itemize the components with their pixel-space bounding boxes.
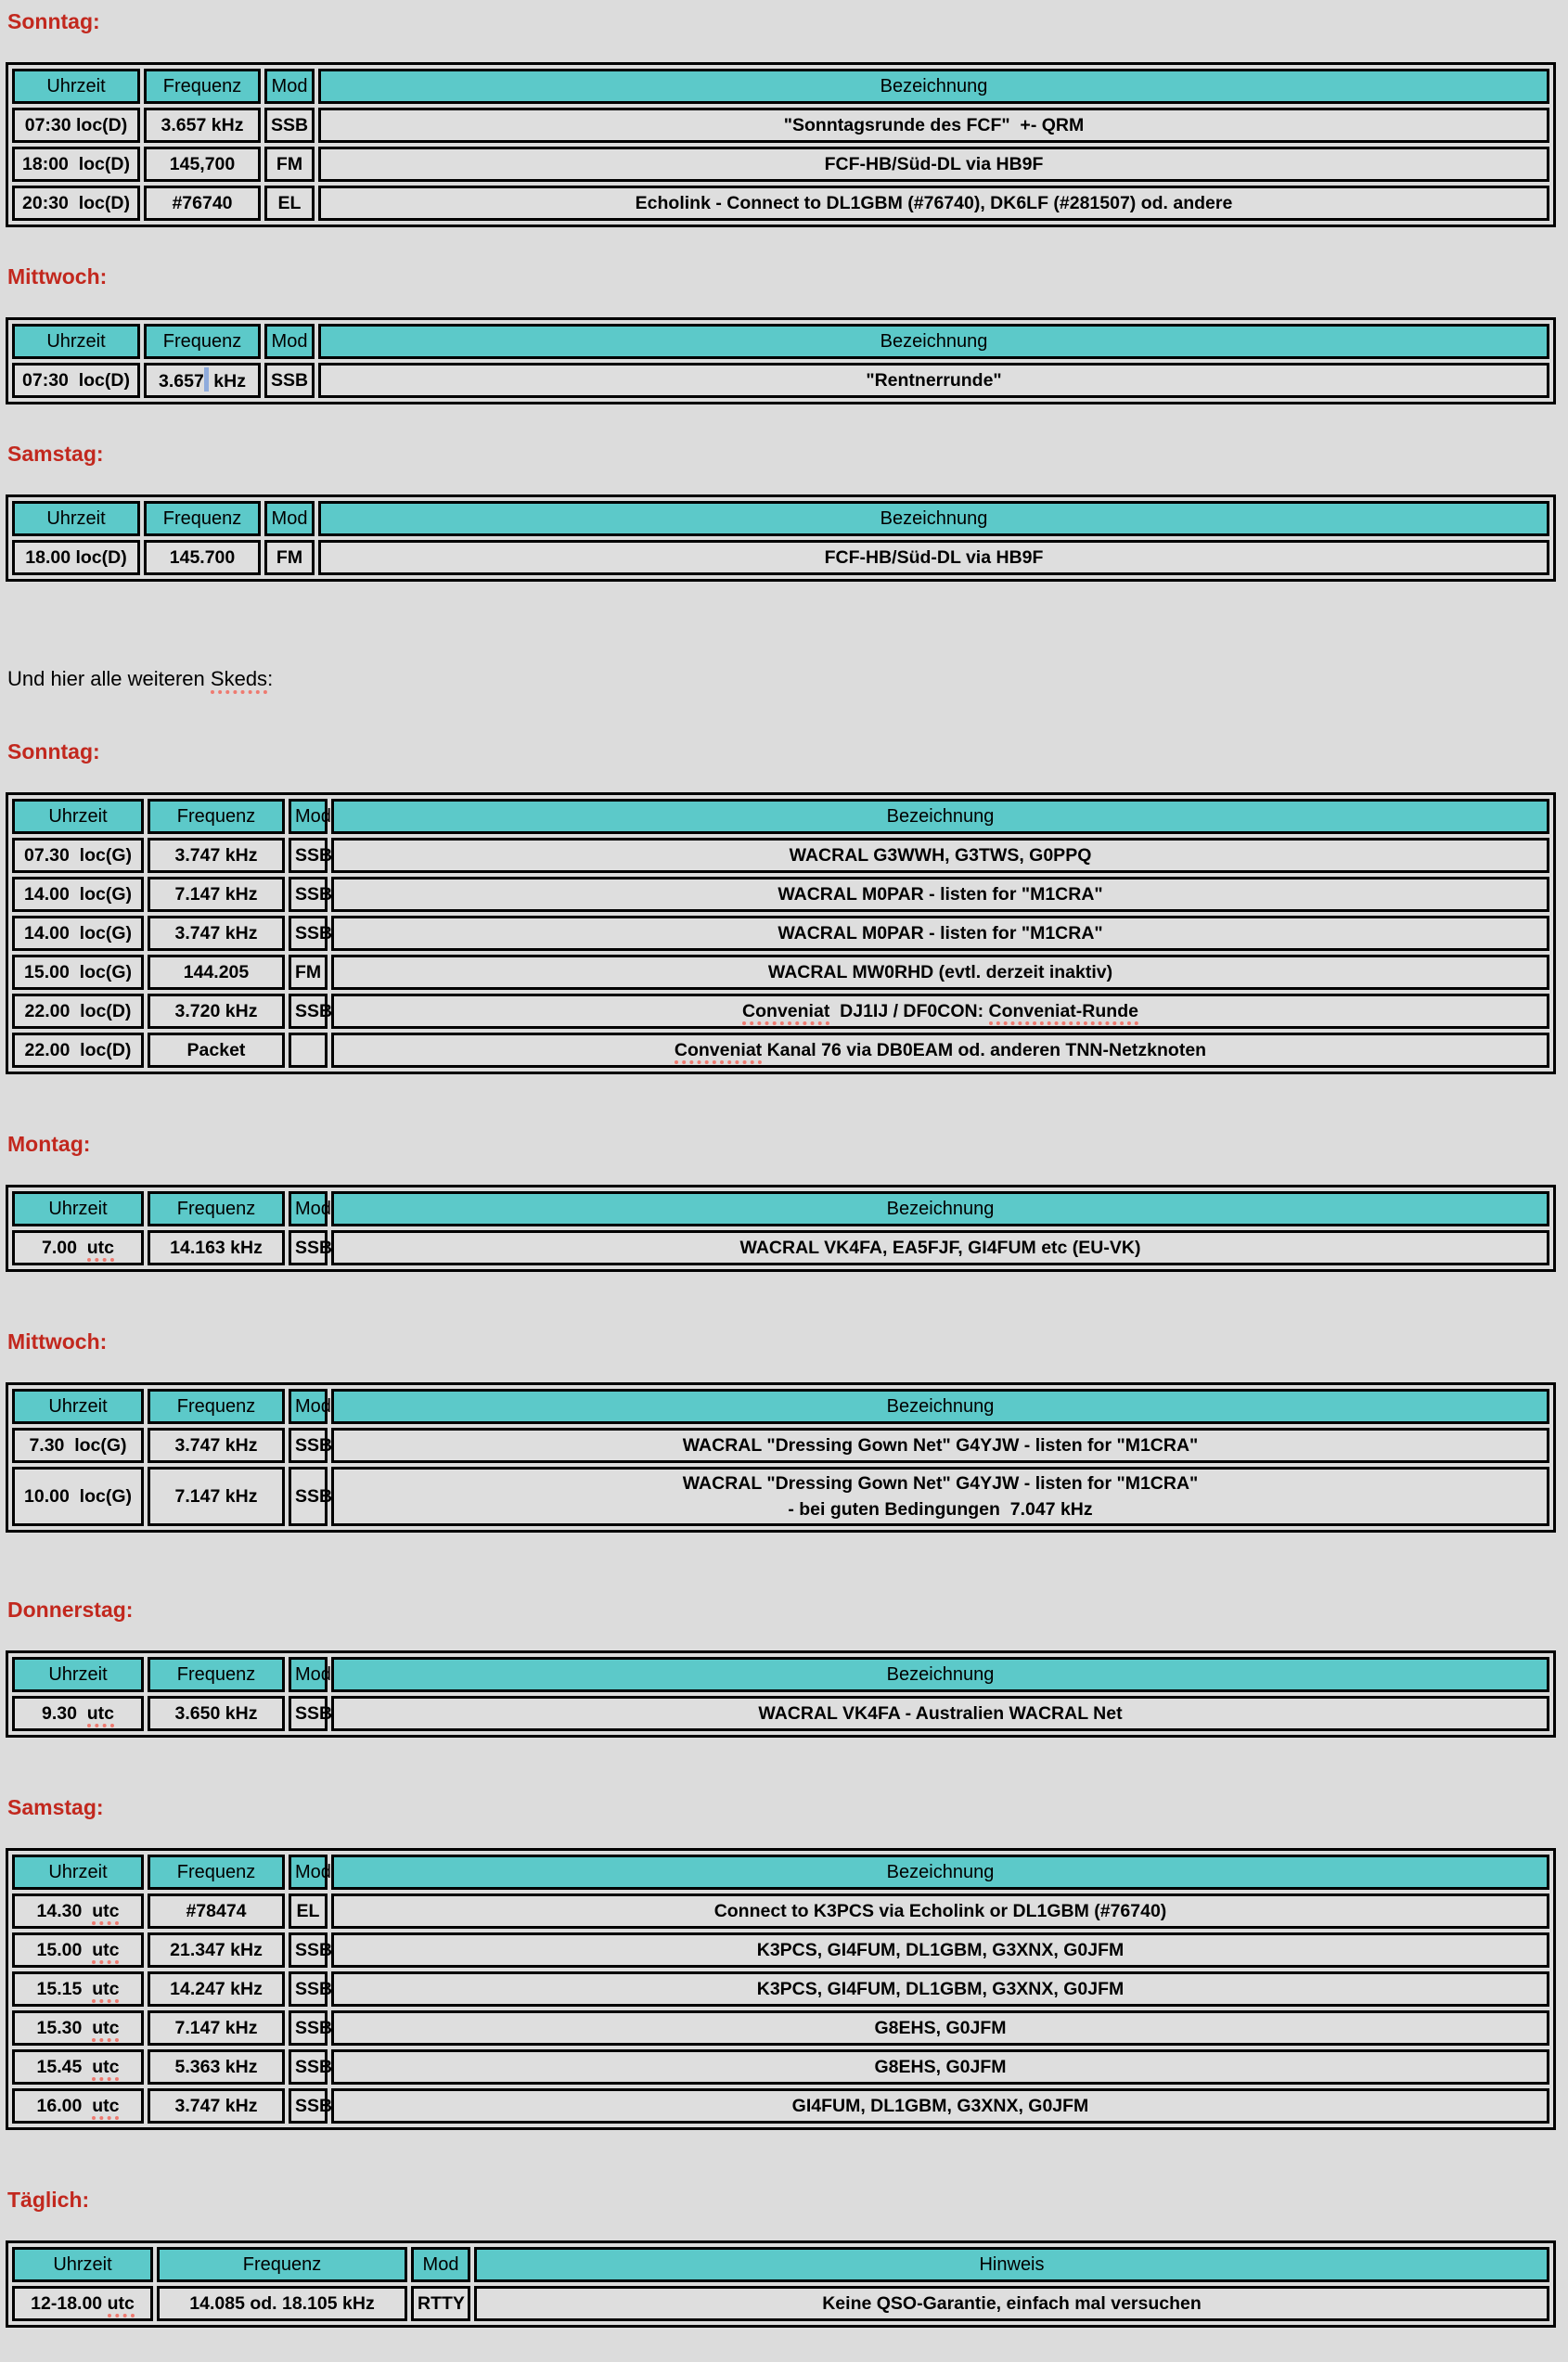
column-header-mod: Mod <box>289 799 328 834</box>
section-heading-taeglich: Täglich: <box>7 2188 90 2212</box>
text-run: kHz <box>208 370 246 392</box>
schedule-table-montag <box>6 1185 1556 1272</box>
cell-mod: SSB <box>289 2088 328 2124</box>
schedule-table-mittwoch-1 <box>6 317 1556 404</box>
cell-frequenz: 145,700 <box>144 147 261 182</box>
cell-bezeichnung: G8EHS, G0JFM <box>331 2049 1549 2085</box>
cell-bezeichnung: WACRAL VK4FA, EA5FJF, GI4FUM etc (EU-VK) <box>331 1230 1549 1265</box>
section-samstag-2 <box>6 1795 1556 2130</box>
table-row <box>12 1696 1549 1731</box>
cell-bezeichnung: Echolink - Connect to DL1GBM (#76740), DK6LF (#281507) od. andere <box>318 186 1549 221</box>
cell-frequenz: 7.147 kHz <box>148 877 285 912</box>
table-row <box>12 186 1549 221</box>
column-header-frequenz: Frequenz <box>157 2247 407 2282</box>
cell-frequenz: Packet <box>148 1033 285 1068</box>
column-header-frequenz: Frequenz <box>148 1191 285 1226</box>
misspelled-word: utc <box>92 1901 119 1925</box>
column-header-bezeichnung: Bezeichnung <box>331 1855 1549 1890</box>
misspelled-word: utc <box>92 2057 119 2081</box>
table-row <box>12 1230 1549 1265</box>
column-header-uhrzeit: Uhrzeit <box>12 501 140 536</box>
cell-frequenz: 14.247 kHz <box>148 1971 285 2007</box>
section-heading-samstag-2: Samstag: <box>7 1795 104 1819</box>
cell-frequenz: 3.747 kHz <box>148 916 285 951</box>
schedule-page-content <box>6 9 1556 2328</box>
cell-frequenz <box>144 363 261 398</box>
text-run: 15.45 <box>36 2057 93 2077</box>
column-header-bezeichnung: Bezeichnung <box>331 799 1549 834</box>
cell-uhrzeit: 22.00 loc(D) <box>12 994 144 1029</box>
cell-frequenz: 7.147 kHz <box>148 2010 285 2046</box>
cell-bezeichnung: "Rentnerrunde" <box>318 363 1549 398</box>
misspelled-word: utc <box>87 1703 114 1727</box>
cell-uhrzeit <box>12 1893 144 1929</box>
table-row <box>12 838 1549 873</box>
table-row <box>12 994 1549 1029</box>
column-header-frequenz: Frequenz <box>148 1657 285 1692</box>
misspelled-word: utc <box>92 1940 119 1964</box>
table-row <box>12 1033 1549 1068</box>
section-heading-donnerstag: Donnerstag: <box>7 1598 134 1622</box>
column-header-mod: Mod <box>289 1389 328 1424</box>
column-header-bezeichnung: Bezeichnung <box>318 324 1549 359</box>
cell-frequenz: 145.700 <box>144 540 261 575</box>
column-header-frequenz: Frequenz <box>144 69 261 104</box>
section-taeglich <box>6 2188 1556 2328</box>
cell-uhrzeit: 07:30 loc(D) <box>12 108 140 143</box>
cell-uhrzeit <box>12 1696 144 1731</box>
header-row <box>12 2247 1549 2282</box>
schedule-table-samstag-2 <box>6 1848 1556 2130</box>
table-row <box>12 877 1549 912</box>
cell-frequenz: 21.347 kHz <box>148 1932 285 1968</box>
schedule-table-mittwoch-2 <box>6 1382 1556 1533</box>
cell-uhrzeit <box>12 1230 144 1265</box>
cell-uhrzeit <box>12 2286 153 2321</box>
misspelled-word: Conveniat <box>675 1040 762 1064</box>
column-header-mod: Mod <box>289 1657 328 1692</box>
table-row <box>12 2049 1549 2085</box>
cell-bezeichnung <box>331 994 1549 1029</box>
header-row <box>12 324 1549 359</box>
column-header-mod: Mod <box>289 1855 328 1890</box>
cell-bezeichnung: WACRAL M0PAR - listen for "M1CRA" <box>331 916 1549 951</box>
section-sonntag-2 <box>6 739 1556 1074</box>
cell-uhrzeit: 18.00 loc(D) <box>12 540 140 575</box>
table-row <box>12 147 1549 182</box>
column-header-uhrzeit: Uhrzeit <box>12 1657 144 1692</box>
column-header-mod: Mod <box>264 324 315 359</box>
column-header-frequenz: Frequenz <box>148 1855 285 1890</box>
text-run: 15.00 <box>36 1940 93 1960</box>
table-row <box>12 2010 1549 2046</box>
cell-frequenz: 3.747 kHz <box>148 838 285 873</box>
text-run: 15.30 <box>36 2018 93 2038</box>
text-run: Kanal 76 via DB0EAM od. anderen TNN-Netzknoten <box>762 1040 1207 1060</box>
column-header-frequenz: Frequenz <box>144 324 261 359</box>
column-header-uhrzeit: Uhrzeit <box>12 1855 144 1890</box>
cell-frequenz: 14.163 kHz <box>148 1230 285 1265</box>
table-row <box>12 1428 1549 1463</box>
column-header-frequenz: Frequenz <box>148 1389 285 1424</box>
header-row <box>12 1389 1549 1424</box>
cell-uhrzeit: 14.00 loc(G) <box>12 877 144 912</box>
schedule-table-samstag-1 <box>6 494 1556 582</box>
cell-frequenz: 3.657 kHz <box>144 108 261 143</box>
cell-bezeichnung: "Sonntagsrunde des FCF" +- QRM <box>318 108 1549 143</box>
text-run: 15.15 <box>36 1979 93 1999</box>
cell-mod: SSB <box>289 1467 328 1526</box>
misspelled-word: utc <box>87 1238 114 1262</box>
table-row <box>12 1971 1549 2007</box>
cell-mod: EL <box>264 186 315 221</box>
cell-mod: SSB <box>264 363 315 398</box>
table-row <box>12 916 1549 951</box>
cell-frequenz: 3.720 kHz <box>148 994 285 1029</box>
column-header-uhrzeit: Uhrzeit <box>12 1389 144 1424</box>
cell-mod: RTTY <box>411 2286 470 2321</box>
cell-uhrzeit <box>12 1932 144 1968</box>
cell-frequenz: 144.205 <box>148 955 285 990</box>
table-row <box>12 2088 1549 2124</box>
cell-hinweis: Keine QSO-Garantie, einfach mal versuchen <box>474 2286 1549 2321</box>
cell-bezeichnung: FCF-HB/Süd-DL via HB9F <box>318 147 1549 182</box>
cell-frequenz: #78474 <box>148 1893 285 1929</box>
table-row <box>12 1467 1549 1526</box>
schedule-table-donnerstag <box>6 1650 1556 1738</box>
cell-bezeichnung: FCF-HB/Süd-DL via HB9F <box>318 540 1549 575</box>
column-header-mod: Mod <box>289 1191 328 1226</box>
column-header-bezeichnung: Bezeichnung <box>331 1389 1549 1424</box>
cell-frequenz: 5.363 kHz <box>148 2049 285 2085</box>
misspelled-word: Conveniat-Runde <box>989 1001 1138 1025</box>
cell-mod: SSB <box>289 838 328 873</box>
cell-uhrzeit: 18:00 loc(D) <box>12 147 140 182</box>
column-header-frequenz: Frequenz <box>148 799 285 834</box>
cell-bezeichnung: WACRAL "Dressing Gown Net" G4YJW - listen for "M1CRA" <box>331 1428 1549 1463</box>
text-run: 3.657 <box>159 370 204 392</box>
misspelled-word: Conveniat <box>742 1001 829 1025</box>
column-header-uhrzeit: Uhrzeit <box>12 2247 153 2282</box>
section-heading-mittwoch-2: Mittwoch: <box>7 1329 108 1354</box>
cell-bezeichnung: WACRAL G3WWH, G3TWS, G0PPQ <box>331 838 1549 873</box>
cell-bezeichnung: GI4FUM, DL1GBM, G3XNX, G0JFM <box>331 2088 1549 2124</box>
cell-mod: SSB <box>289 1971 328 2007</box>
header-row <box>12 799 1549 834</box>
table-row <box>12 540 1549 575</box>
column-header-frequenz: Frequenz <box>144 501 261 536</box>
cell-uhrzeit <box>12 1971 144 2007</box>
text-run: 9.30 <box>41 1703 87 1724</box>
text-run: DJ1IJ / DF0CON: <box>829 1001 989 1021</box>
cell-bezeichnung: K3PCS, GI4FUM, DL1GBM, G3XNX, G0JFM <box>331 1932 1549 1968</box>
cell-uhrzeit: 14.00 loc(G) <box>12 916 144 951</box>
column-header-hinweis: Hinweis <box>474 2247 1549 2282</box>
cell-mod: SSB <box>289 994 328 1029</box>
text-run: 12-18.00 <box>31 2293 108 2314</box>
cell-bezeichnung <box>331 1467 1549 1526</box>
cell-frequenz: 3.650 kHz <box>148 1696 285 1731</box>
cell-frequenz: #76740 <box>144 186 261 221</box>
section-donnerstag <box>6 1598 1556 1738</box>
misspelled-word: utc <box>92 1979 119 2003</box>
cell-bezeichnung: WACRAL M0PAR - listen for "M1CRA" <box>331 877 1549 912</box>
cell-uhrzeit <box>12 2088 144 2124</box>
table-row <box>12 363 1549 398</box>
table-row <box>12 955 1549 990</box>
cell-mod: FM <box>264 540 315 575</box>
misspelled-word: utc <box>92 2096 119 2120</box>
cell-bezeichnung: G8EHS, G0JFM <box>331 2010 1549 2046</box>
section-sonntag-1 <box>6 9 1556 227</box>
cell-uhrzeit: 20:30 loc(D) <box>12 186 140 221</box>
column-header-uhrzeit: Uhrzeit <box>12 324 140 359</box>
table-row <box>12 1932 1549 1968</box>
column-header-mod: Mod <box>264 69 315 104</box>
cell-mod: SSB <box>289 916 328 951</box>
text-run: 16.00 <box>36 2096 93 2116</box>
cell-mod: FM <box>289 955 328 990</box>
intro-text <box>7 667 1556 691</box>
header-row <box>12 1657 1549 1692</box>
cell-bezeichnung: K3PCS, GI4FUM, DL1GBM, G3XNX, G0JFM <box>331 1971 1549 2007</box>
cell-frequenz: 3.747 kHz <box>148 2088 285 2124</box>
cell-bezeichnung: WACRAL MW0RHD (evtl. derzeit inaktiv) <box>331 955 1549 990</box>
cell-uhrzeit: 22.00 loc(D) <box>12 1033 144 1068</box>
cell-frequenz: 14.085 od. 18.105 kHz <box>157 2286 407 2321</box>
section-heading-mittwoch-1: Mittwoch: <box>7 264 108 289</box>
cell-uhrzeit: 07:30 loc(D) <box>12 363 140 398</box>
cell-frequenz: 7.147 kHz <box>148 1467 285 1526</box>
header-row <box>12 1191 1549 1226</box>
cell-mod: SSB <box>289 1230 328 1265</box>
column-header-bezeichnung: Bezeichnung <box>318 501 1549 536</box>
cell-mod: FM <box>264 147 315 182</box>
cell-mod: SSB <box>289 877 328 912</box>
cell-bezeichnung <box>331 1033 1549 1068</box>
cell-uhrzeit: 7.30 loc(G) <box>12 1428 144 1463</box>
misspelled-word: utc <box>92 2018 119 2042</box>
table-row <box>12 2286 1549 2321</box>
header-row <box>12 69 1549 104</box>
cell-mod: SSB <box>264 108 315 143</box>
section-heading-sonntag-1: Sonntag: <box>7 9 100 33</box>
cell-mod: SSB <box>289 1696 328 1731</box>
section-heading-samstag-1: Samstag: <box>7 442 104 466</box>
cell-bezeichnung: WACRAL VK4FA - Australien WACRAL Net <box>331 1696 1549 1731</box>
section-montag <box>6 1132 1556 1272</box>
column-header-bezeichnung: Bezeichnung <box>318 69 1549 104</box>
column-header-uhrzeit: Uhrzeit <box>12 69 140 104</box>
cell-frequenz: 3.747 kHz <box>148 1428 285 1463</box>
column-header-mod: Mod <box>411 2247 470 2282</box>
section-samstag-1 <box>6 442 1556 582</box>
cell-bezeichnung: Connect to K3PCS via Echolink or DL1GBM (#76740) <box>331 1893 1549 1929</box>
misspelled-word: utc <box>108 2293 135 2317</box>
text-run: - bei guten Bedingungen 7.047 kHz <box>788 1499 1093 1520</box>
cell-uhrzeit <box>12 2010 144 2046</box>
section-heading-sonntag-2: Sonntag: <box>7 739 100 764</box>
schedule-table-sonntag-2 <box>6 792 1556 1074</box>
column-header-bezeichnung: Bezeichnung <box>331 1191 1549 1226</box>
text-run: : <box>267 667 274 690</box>
text-run: 7.00 <box>41 1238 87 1258</box>
misspelled-word: Skeds <box>211 667 267 694</box>
section-heading-montag: Montag: <box>7 1132 91 1156</box>
cell-uhrzeit: 10.00 loc(G) <box>12 1467 144 1526</box>
cell-uhrzeit: 15.00 loc(G) <box>12 955 144 990</box>
text-run: WACRAL "Dressing Gown Net" G4YJW - listen for "M1CRA" <box>682 1473 1199 1494</box>
column-header-mod: Mod <box>264 501 315 536</box>
cell-mod: SSB <box>289 2049 328 2085</box>
cell-mod: EL <box>289 1893 328 1929</box>
cell-mod: SSB <box>289 2010 328 2046</box>
section-mittwoch-1 <box>6 264 1556 404</box>
schedule-table-taeglich <box>6 2240 1556 2328</box>
cell-uhrzeit: 07.30 loc(G) <box>12 838 144 873</box>
column-header-bezeichnung: Bezeichnung <box>331 1657 1549 1692</box>
cell-uhrzeit <box>12 2049 144 2085</box>
column-header-uhrzeit: Uhrzeit <box>12 799 144 834</box>
table-row <box>12 108 1549 143</box>
section-mittwoch-2 <box>6 1329 1556 1533</box>
table-row <box>12 1893 1549 1929</box>
text-run: Und hier alle weiteren <box>7 667 211 690</box>
cell-mod: SSB <box>289 1932 328 1968</box>
cell-mod: SSB <box>289 1428 328 1463</box>
column-header-uhrzeit: Uhrzeit <box>12 1191 144 1226</box>
schedule-table-sonntag-1 <box>6 62 1556 227</box>
header-row <box>12 1855 1549 1890</box>
header-row <box>12 501 1549 536</box>
cell-mod <box>289 1033 328 1068</box>
text-run: 14.30 <box>36 1901 93 1921</box>
